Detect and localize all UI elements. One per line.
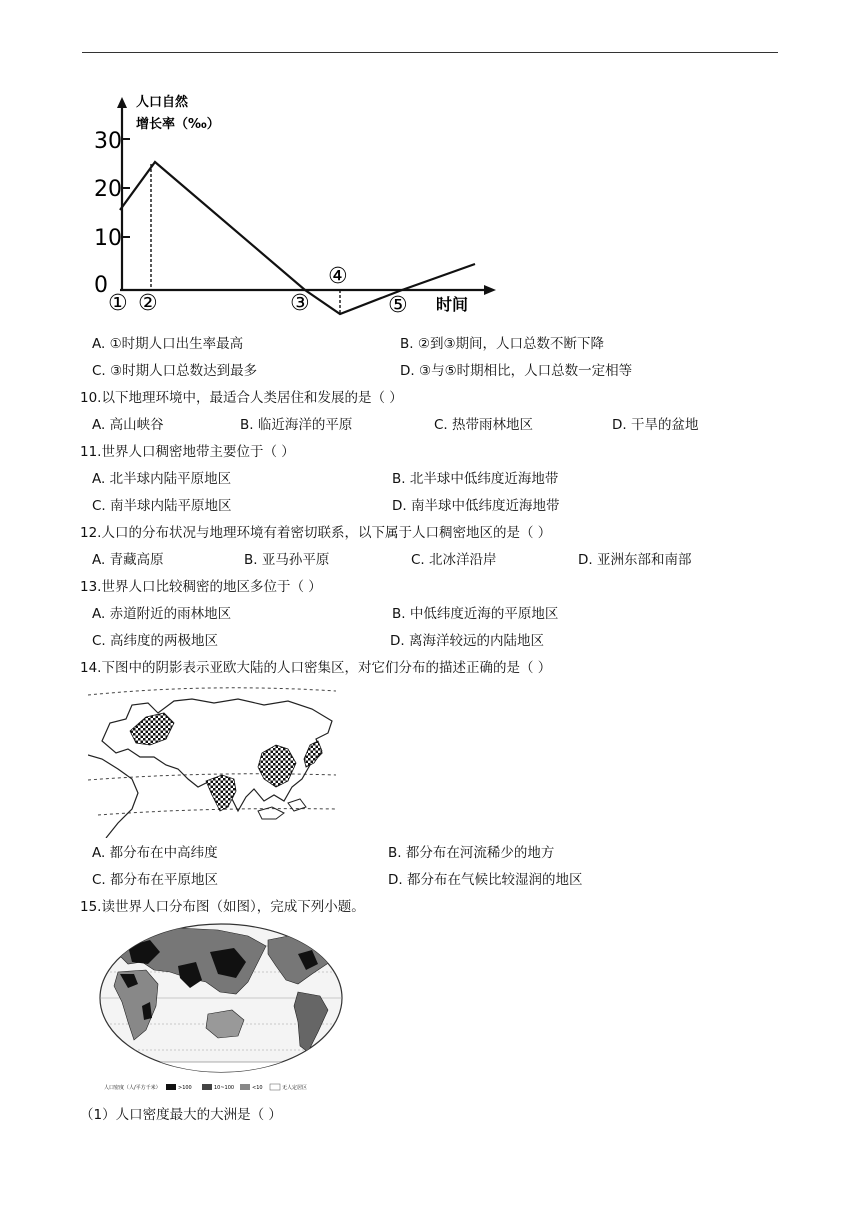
- header-rule: [82, 52, 778, 53]
- q10-option-d[interactable]: D. 干旱的盆地: [612, 417, 699, 433]
- x-axis-label: 时间: [436, 295, 469, 314]
- legend-label-sparse: <10: [252, 1085, 263, 1091]
- legend-title: 人口密度（人/平方千米）: [104, 1085, 161, 1091]
- y-tick-label-10: 10: [94, 226, 122, 251]
- q11-option-c[interactable]: C. 南半球内陆平原地区: [92, 498, 232, 514]
- q12-option-a[interactable]: A. 青藏高原: [92, 552, 164, 568]
- q10-stem: 10.以下地理环境中，最适合人类居住和发展的是（ ）: [80, 390, 403, 406]
- q14-option-a[interactable]: A. 都分布在中高纬度: [92, 845, 218, 861]
- q13-option-a[interactable]: A. 赤道附近的雨林地区: [92, 606, 232, 622]
- q12-stem: 12.人口的分布状况与地理环境有着密切联系，以下属于人口稠密地区的是（ ）: [80, 525, 552, 541]
- q14-option-d[interactable]: D. 都分布在气候比较湿润的地区: [388, 872, 583, 888]
- q12-option-c[interactable]: C. 北冰洋沿岸: [411, 552, 497, 568]
- point-label-2: ②: [138, 291, 158, 316]
- legend-swatch-empty: [270, 1084, 280, 1090]
- q15-stem: 15.读世界人口分布图（如图），完成下列小题。: [80, 899, 365, 915]
- y-axis-label-line2: 增长率（‰）: [136, 117, 220, 132]
- point-label-1: ①: [108, 291, 128, 316]
- eurasia-population-map: [88, 683, 336, 838]
- q11-option-d[interactable]: D. 南半球中低纬度近海地带: [392, 498, 560, 514]
- origin-label: 0: [94, 273, 108, 298]
- q11-option-b[interactable]: B. 北半球中低纬度近海地带: [392, 471, 559, 487]
- world-population-map: [98, 922, 344, 1094]
- q10-option-b[interactable]: B. 临近海洋的平原: [240, 417, 353, 433]
- q14-option-c[interactable]: C. 都分布在平原地区: [92, 872, 219, 888]
- point-label-5: ⑤: [388, 293, 408, 318]
- legend-label-empty: 无人定居区: [282, 1085, 308, 1091]
- legend-swatch-dense: [166, 1084, 176, 1090]
- q11-stem: 11.世界人口稠密地带主要位于（ ）: [80, 444, 295, 460]
- q9-option-b[interactable]: B. ②到③期间，人口总数不断下降: [400, 336, 605, 352]
- point-label-3: ③: [290, 291, 310, 316]
- point-label-4: ④: [328, 264, 348, 289]
- q15-subquestion-1: （1）人口密度最大的大洲是（ ）: [80, 1107, 282, 1123]
- y-axis-arrow: [117, 97, 127, 108]
- q9-option-a[interactable]: A. ①时期人口出生率最高: [92, 336, 244, 352]
- q13-option-d[interactable]: D. 离海洋较远的内陆地区: [390, 633, 544, 649]
- q13-option-b[interactable]: B. 中低纬度近海的平原地区: [392, 606, 559, 622]
- q14-option-b[interactable]: B. 都分布在河流稀少的地方: [388, 845, 555, 861]
- y-tick-label-30: 30: [94, 129, 122, 154]
- y-axis-label-line1: 人口自然: [136, 95, 189, 110]
- q14-stem: 14.下图中的阴影表示亚欧大陆的人口密集区，对它们分布的描述正确的是（ ）: [80, 660, 552, 676]
- q10-option-c[interactable]: C. 热带雨林地区: [434, 417, 534, 433]
- legend-swatch-mid: [202, 1084, 212, 1090]
- q12-option-b[interactable]: B. 亚马孙平原: [244, 552, 330, 568]
- q9-option-c[interactable]: C. ③时期人口总数达到最多: [92, 363, 258, 379]
- x-axis-arrow: [484, 285, 496, 295]
- q10-option-a[interactable]: A. 高山峡谷: [92, 417, 164, 433]
- population-growth-chart: [90, 92, 510, 324]
- legend-label-mid: 10~100: [214, 1085, 235, 1091]
- q9-option-d[interactable]: D. ③与⑤时期相比，人口总数一定相等: [400, 363, 633, 379]
- q13-option-c[interactable]: C. 高纬度的两极地区: [92, 633, 219, 649]
- q13-stem: 13.世界人口比较稠密的地区多位于（ ）: [80, 579, 322, 595]
- y-tick-label-20: 20: [94, 177, 122, 202]
- legend-swatch-sparse: [240, 1084, 250, 1090]
- q11-option-a[interactable]: A. 北半球内陆平原地区: [92, 471, 232, 487]
- legend-label-dense: >100: [178, 1085, 192, 1091]
- q12-option-d[interactable]: D. 亚洲东部和南部: [578, 552, 692, 568]
